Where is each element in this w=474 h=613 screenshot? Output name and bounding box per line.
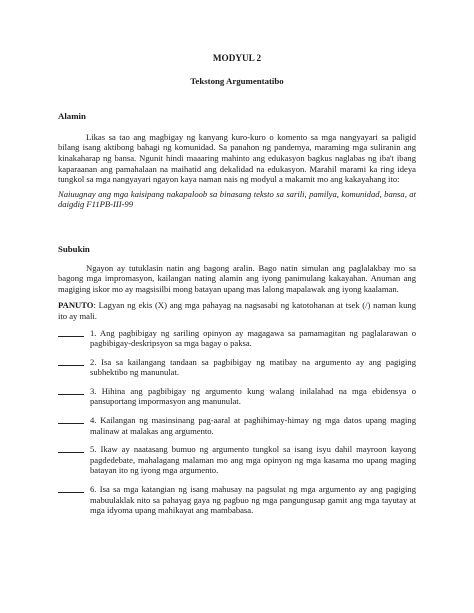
quiz-item-text: 5. Ikaw ay naatasang bumuo ng argumento tungkol sa isang isyu dahil mayroon kayong pagdedebate, mahalagang malaman mo ang mga opinyon ng mga kasama mo upang maging batayan ito ng iyong mga argumento. xyxy=(90,444,416,476)
answer-blank[interactable] xyxy=(58,415,84,424)
subukin-intro: Ngayon ay tutuklasin natin ang bagong aralin. Bago natin simulan ang paglalakbay mo sa bagong mga impromasyon, kailangan nating alamin ang iyong panimulang kakayahan. Anuman ang magiging iskor mo ay magsisilbi mong batayan upang mas lalong mapalawak ang iyong kaalaman. xyxy=(58,262,416,294)
quiz-item-text: 2. Isa sa kailangang tandaan sa pagbibigay ng matibay na argumento ay ang pagiging subhektibo ng manunulat. xyxy=(90,356,416,378)
competency-statement: Naiuugnay ang mga kaisipang nakapaloob sa binasang teksto sa sarili, pamilya, komunidad, bansa, at daigdig F11PB-III-99 xyxy=(58,188,416,210)
panuto-instructions xyxy=(58,300,416,321)
module-title: MODYUL 2 xyxy=(212,53,262,63)
answer-blank[interactable] xyxy=(58,357,84,366)
panuto-label: PANUTO xyxy=(58,300,94,311)
answer-blank[interactable] xyxy=(58,328,84,337)
quiz-item xyxy=(58,444,416,476)
answer-blank[interactable] xyxy=(58,386,84,395)
subukin-heading: Subukin xyxy=(58,243,90,254)
quiz-item-text: 3. Hihina ang pagbibigay ng argumento kung walang inilalahad na mga ebidensya o pansuportang impormasyon ang manunulat. xyxy=(90,385,416,407)
quiz-item-text: 6. Isa sa mga katangian ng isang mahusay na pagsulat ng mga argumento ay ang pagiging mabuulaklak nito sa pahayag gaya ng pagbuo ng mga pangungusap gamit ang mga tayutay at mga idyoma upang mahikayat ang mambabasa. xyxy=(90,484,416,516)
quiz-item xyxy=(58,484,416,516)
alamin-heading: Alamin xyxy=(58,111,86,122)
panuto-text: : Lagyan ng ekis (X) ang mga pahayag na nagsasabi ng katotohanan at tsek (/) naman kung ito ay mali. xyxy=(58,300,416,321)
quiz-item xyxy=(58,415,416,436)
answer-blank[interactable] xyxy=(58,444,84,453)
quiz-item-text: 4. Kailangan ng masinsinang pag-aaral at paghihimay-himay ng mga datos upang maging malinaw at malakas ang argumento. xyxy=(90,415,416,436)
quiz-item xyxy=(58,328,416,349)
module-subject: Tekstong Argumentatibo xyxy=(190,75,284,86)
answer-blank[interactable] xyxy=(58,484,84,493)
quiz-item xyxy=(58,386,416,407)
quiz-item-list xyxy=(58,328,416,516)
quiz-item xyxy=(58,357,416,378)
alamin-paragraph: Likas sa tao ang magbigay ng kanyang kuro-kuro o komento sa mga nangyayari sa paligid bilang isang aktibong bahagi ng komunidad. Sa panahon ng pandemya, maraming mga suliranin ang kinakaharap ng bansa. Ngunit hindi maaaring mahinto ang edukasyon bagkus naglabas ng iba't ibang kaparaanan ang pamahalaan na maihatid ang dekalidad na edukasyon. Marahil marami ka ring ideya tungkol sa mga nangyayari ngayon kaya naman nais ng modyul a makamit mo ang kakayahang ito: xyxy=(58,131,416,185)
quiz-item-text: 1. Ang pagbibigay ng sariling opinyon ay magagawa sa pamamagitan ng paglalarawan o pagbibigay-deskripsyon sa mga bagay o paksa. xyxy=(90,327,416,349)
